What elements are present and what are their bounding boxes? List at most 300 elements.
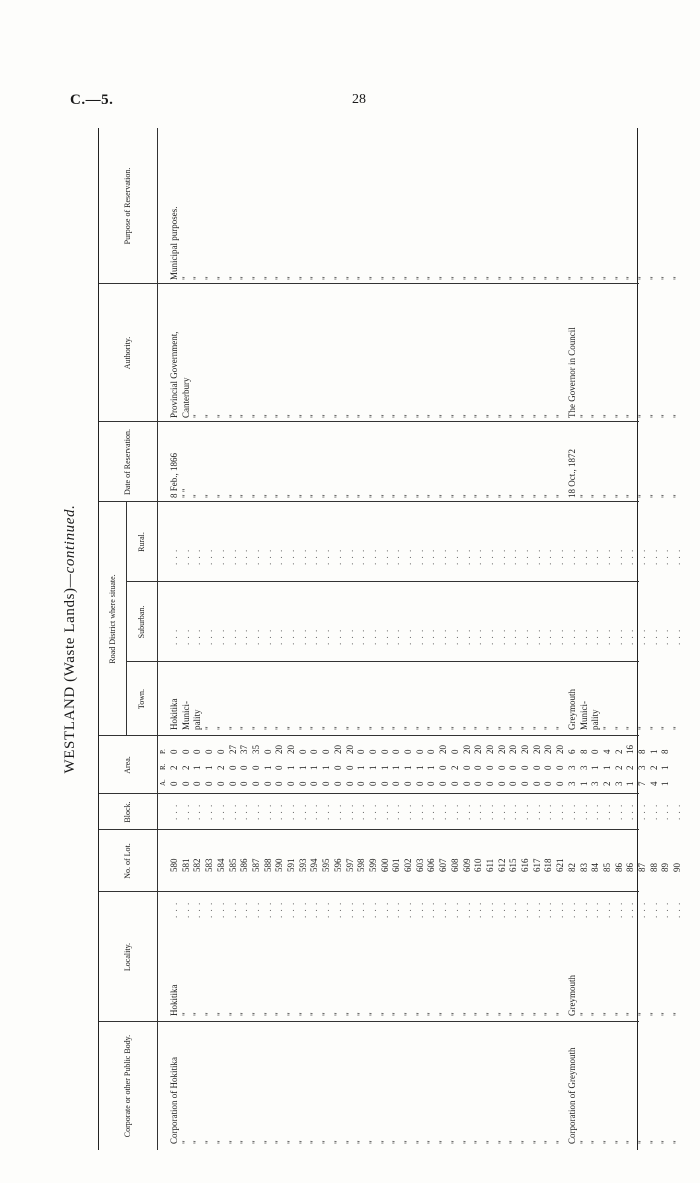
cell-locality: " xyxy=(660,1012,671,1016)
cell-block: . . . xyxy=(672,803,683,820)
cell-area-roods: 1 xyxy=(309,765,320,770)
cell-area-roods: 1 xyxy=(356,765,367,770)
cell-town: " xyxy=(543,726,554,730)
cell-town: " xyxy=(215,726,226,730)
col-header-authority: Authority. xyxy=(123,336,132,370)
table-row xyxy=(497,128,509,1150)
cell-block: . . . xyxy=(204,803,215,820)
table-row xyxy=(438,128,450,1150)
cell-block: . . . xyxy=(473,803,484,820)
cell-locality: " xyxy=(590,1012,601,1016)
cell-area-perches: 8 xyxy=(637,749,647,754)
cell-date: " xyxy=(484,494,495,498)
cell-body: " xyxy=(286,1140,296,1144)
cell-block: . . . xyxy=(332,803,343,820)
cell-area-perches: 0 xyxy=(180,749,191,754)
cell-area-perches: 20 xyxy=(461,745,472,754)
cell-suburban: . . . xyxy=(274,628,285,645)
cell-rural: . . . xyxy=(180,548,191,565)
table-row xyxy=(473,128,485,1150)
cell-block: . . . xyxy=(367,803,378,820)
cell-locality: " xyxy=(180,1012,191,1016)
cell-date: 18 Oct., 1872 xyxy=(566,449,577,498)
cell-rural: . . . xyxy=(403,548,413,565)
cell-area-acres: 0 xyxy=(391,781,402,786)
table-row xyxy=(625,128,637,1150)
cell-area-perches: 8 xyxy=(660,749,671,754)
cell-rural: . . . xyxy=(660,548,671,565)
cell-date: " xyxy=(625,494,636,498)
cell-rural: . . . xyxy=(297,548,308,565)
cell-purpose: " xyxy=(204,276,215,280)
cell-rural: . . . xyxy=(543,548,554,565)
table-title-suffix: —continued. xyxy=(62,504,78,588)
cell-block: . . . xyxy=(484,803,495,820)
cell-town: " xyxy=(309,726,320,730)
col-header-town: Town. xyxy=(137,688,146,710)
cell-body: " xyxy=(438,1140,449,1144)
cell-purpose: " xyxy=(601,276,612,280)
cell-body: " xyxy=(379,1140,390,1144)
cell-rural: . . . xyxy=(262,548,273,565)
cell-date: " xyxy=(356,494,367,498)
cell-suburban: . . . xyxy=(286,628,296,645)
col-header-lot: No. of Lot. xyxy=(123,843,132,879)
cell-rural: . . . xyxy=(204,548,215,565)
cell-town: " xyxy=(520,726,530,730)
cell-block: . . . xyxy=(297,803,308,820)
cell-purpose: " xyxy=(613,276,624,280)
cell-locality: " xyxy=(438,1012,449,1016)
table-row xyxy=(368,128,380,1150)
cell-rural: . . . xyxy=(484,548,495,565)
cell-block: . . . xyxy=(508,803,519,820)
cell-locality: " xyxy=(403,1012,413,1016)
header-bottom-rule xyxy=(157,128,158,1150)
locality-leader-dots: . . . xyxy=(543,901,554,918)
cell-rural: . . . xyxy=(672,548,683,565)
cell-lot: 582 xyxy=(192,858,203,872)
cell-authority: The Governor in Council xyxy=(566,327,577,418)
cell-locality: " xyxy=(239,1012,250,1016)
cell-area-acres: 0 xyxy=(344,781,355,786)
cell-block: . . . xyxy=(566,803,577,820)
cell-lot: 608 xyxy=(449,858,460,872)
cell-area-perches: 20 xyxy=(531,745,542,754)
cell-area-acres: 0 xyxy=(274,781,285,786)
cell-locality: " xyxy=(449,1012,460,1016)
table-row xyxy=(181,128,193,1150)
cell-body: " xyxy=(391,1140,402,1144)
cell-area-acres: 0 xyxy=(438,781,449,786)
cell-suburban: . . . xyxy=(321,628,332,645)
cell-locality: " xyxy=(262,1012,273,1016)
cell-area-roods: 0 xyxy=(555,765,566,770)
cell-area-acres: 0 xyxy=(169,781,179,786)
cell-block: . . . xyxy=(215,803,226,820)
cell-town: " xyxy=(438,726,449,730)
cell-date: " xyxy=(274,494,285,498)
table-row xyxy=(228,128,240,1150)
cell-lot: 603 xyxy=(414,858,425,872)
cell-authority: " xyxy=(321,414,332,418)
cell-purpose: " xyxy=(531,276,542,280)
cell-area-roods: 2 xyxy=(648,765,659,770)
cell-purpose: " xyxy=(192,276,203,280)
cell-rural: . . . xyxy=(332,548,343,565)
cell-area-acres: 0 xyxy=(262,781,273,786)
cell-block: . . . xyxy=(169,803,179,820)
cell-lot: 82 xyxy=(566,863,577,872)
table-row xyxy=(520,128,532,1150)
cell-date: " xyxy=(391,494,402,498)
cell-authority: Canterbury xyxy=(180,377,191,418)
cell-suburban: . . . xyxy=(660,628,671,645)
locality-leader-dots: . . . xyxy=(426,901,437,918)
cell-body: " xyxy=(543,1140,554,1144)
cell-date: " xyxy=(321,494,332,498)
cell-purpose: " xyxy=(590,276,601,280)
cell-purpose: " xyxy=(449,276,460,280)
cell-town: " xyxy=(648,726,659,730)
cell-purpose: " xyxy=(566,276,577,280)
cell-town: " xyxy=(672,726,683,730)
cell-locality: " xyxy=(274,1012,285,1016)
cell-lot: 590 xyxy=(274,858,285,872)
cell-area-perches: 20 xyxy=(543,745,554,754)
cell-area-perches: 20 xyxy=(496,745,507,754)
cell-lot: 599 xyxy=(367,858,378,872)
cell-lot: 598 xyxy=(356,858,367,872)
cell-locality: " xyxy=(625,1012,636,1016)
locality-leader-dots: . . . xyxy=(496,901,507,918)
cell-authority: " xyxy=(461,414,472,418)
cell-area-perches: 0 xyxy=(379,749,390,754)
cell-body: " xyxy=(414,1140,425,1144)
cell-area-perches: 0 xyxy=(169,749,179,754)
locality-leader-dots: . . . xyxy=(239,901,250,918)
table-row xyxy=(579,128,591,1150)
cell-block: . . . xyxy=(192,803,203,820)
table-row xyxy=(567,128,579,1150)
cell-locality: " xyxy=(613,1012,624,1016)
locality-leader-dots: . . . xyxy=(578,901,589,918)
cell-date: " xyxy=(520,494,530,498)
cell-suburban: . . . xyxy=(508,628,519,645)
cell-town: " xyxy=(613,726,624,730)
cell-block: . . . xyxy=(321,803,332,820)
locality-leader-dots: . . . xyxy=(648,901,659,918)
cell-area-acres: 2 xyxy=(601,781,612,786)
cell-purpose: " xyxy=(297,276,308,280)
cell-rural: . . . xyxy=(566,548,577,565)
cell-locality: " xyxy=(309,1012,320,1016)
cell-date: " xyxy=(262,494,273,498)
cell-block: . . . xyxy=(555,803,566,820)
cell-area-acres: 1 xyxy=(578,781,589,786)
cell-suburban: . . . xyxy=(344,628,355,645)
cell-rural: . . . xyxy=(648,548,659,565)
cell-authority: " xyxy=(672,414,683,418)
cell-purpose: " xyxy=(321,276,332,280)
cell-body: " xyxy=(672,1140,683,1144)
cell-suburban: . . . xyxy=(484,628,495,645)
cell-locality: Greymouth xyxy=(566,975,577,1016)
cell-body: " xyxy=(473,1140,484,1144)
cell-lot: 617 xyxy=(531,858,542,872)
cell-rural: . . . xyxy=(344,548,355,565)
cell-rural: . . . xyxy=(449,548,460,565)
col-header-area: Area. xyxy=(123,756,132,774)
locality-leader-dots: . . . xyxy=(660,901,671,918)
cell-rural: . . . xyxy=(520,548,530,565)
table-row xyxy=(216,128,228,1150)
cell-date: " xyxy=(344,494,355,498)
cell-area-roods: 2 xyxy=(449,765,460,770)
cell-town: pality xyxy=(192,709,203,730)
cell-suburban: . . . xyxy=(566,628,577,645)
cell-area-roods: 0 xyxy=(274,765,285,770)
cell-area-roods: 1 xyxy=(590,765,601,770)
cell-lot: 86 xyxy=(625,863,636,872)
cell-area-acres: 0 xyxy=(215,781,226,786)
cell-town: " xyxy=(344,726,355,730)
cell-authority: " xyxy=(403,414,413,418)
table-row xyxy=(672,128,684,1150)
cell-authority: " xyxy=(204,414,215,418)
cell-area-perches: 20 xyxy=(274,745,285,754)
cell-authority: " xyxy=(309,414,320,418)
locality-leader-dots: . . . xyxy=(414,901,425,918)
cell-suburban: . . . xyxy=(309,628,320,645)
cell-area-roods: 1 xyxy=(414,765,425,770)
cell-body: " xyxy=(344,1140,355,1144)
cell-town: " xyxy=(379,726,390,730)
cell-rural: . . . xyxy=(531,548,542,565)
cell-date: " xyxy=(192,494,203,498)
cell-block: . . . xyxy=(449,803,460,820)
cell-lot: 601 xyxy=(391,858,402,872)
cell-lot: 610 xyxy=(473,858,484,872)
cell-area-perches: 0 xyxy=(192,749,203,754)
cell-authority: " xyxy=(625,414,636,418)
col-header-suburban: Suburban. xyxy=(137,605,146,639)
cell-lot: 83 xyxy=(578,863,589,872)
cell-area-perches: 20 xyxy=(520,745,530,754)
locality-leader-dots: . . . xyxy=(613,901,624,918)
cell-block: . . . xyxy=(625,803,636,820)
cell-block: . . . xyxy=(403,803,413,820)
cell-rural: . . . xyxy=(239,548,250,565)
cell-area-perches: 0 xyxy=(367,749,378,754)
table-row xyxy=(251,128,263,1150)
cell-date: " xyxy=(578,494,589,498)
cell-area-roods: 0 xyxy=(461,765,472,770)
cell-suburban: . . . xyxy=(496,628,507,645)
cell-area-roods: 1 xyxy=(379,765,390,770)
cell-lot: 86 xyxy=(613,863,624,872)
cell-town: " xyxy=(414,726,425,730)
cell-locality: " xyxy=(344,1012,355,1016)
cell-locality: " xyxy=(379,1012,390,1016)
cell-suburban: . . . xyxy=(169,628,179,645)
cell-date: 8 Feb., 1866 xyxy=(169,453,179,498)
cell-area-roods: 3 xyxy=(578,765,589,770)
cell-date: " xyxy=(250,494,261,498)
cell-area-roods: 0 xyxy=(531,765,542,770)
cell-purpose: " xyxy=(309,276,320,280)
table-title xyxy=(62,128,92,1150)
cell-suburban: . . . xyxy=(449,628,460,645)
cell-locality: " xyxy=(496,1012,507,1016)
cell-area-perches: 0 xyxy=(590,749,601,754)
cell-authority: " xyxy=(367,414,378,418)
cell-town: " xyxy=(403,726,413,730)
cell-locality: " xyxy=(637,1012,647,1016)
cell-rural: . . . xyxy=(578,548,589,565)
cell-date: " xyxy=(648,494,659,498)
cell-rural: . . . xyxy=(426,548,437,565)
cell-authority: " xyxy=(496,414,507,418)
cell-authority: " xyxy=(414,414,425,418)
cell-authority: " xyxy=(531,414,542,418)
cell-lot: 591 xyxy=(286,858,296,872)
locality-leader-dots: . . . xyxy=(461,901,472,918)
cell-lot: 85 xyxy=(601,863,612,872)
cell-purpose: Municipal purposes. xyxy=(169,206,179,280)
cell-date: " xyxy=(309,494,320,498)
area-unit-roods: R. xyxy=(159,763,167,770)
cell-block: . . . xyxy=(262,803,273,820)
locality-leader-dots: . . . xyxy=(250,901,261,918)
cell-area-acres: 0 xyxy=(543,781,554,786)
cell-purpose: " xyxy=(356,276,367,280)
cell-suburban: . . . xyxy=(637,628,647,645)
cell-purpose: " xyxy=(473,276,484,280)
cell-suburban: . . . xyxy=(543,628,554,645)
cell-town: " xyxy=(508,726,519,730)
cell-locality: " xyxy=(461,1012,472,1016)
cell-town: Munici- xyxy=(180,701,191,730)
cell-locality: " xyxy=(286,1012,296,1016)
cell-rural: . . . xyxy=(250,548,261,565)
cell-body: Corporation of Hokitika xyxy=(169,1057,179,1144)
cell-rural: . . . xyxy=(461,548,472,565)
locality-leader-dots: . . . xyxy=(286,901,296,918)
cell-town: " xyxy=(637,726,647,730)
table-row xyxy=(426,128,438,1150)
cell-authority: " xyxy=(297,414,308,418)
cell-suburban: . . . xyxy=(379,628,390,645)
cell-rural: . . . xyxy=(613,548,624,565)
table-row xyxy=(555,128,567,1150)
document-code: C.—5. xyxy=(70,92,114,108)
cell-authority: " xyxy=(391,414,402,418)
cell-purpose: " xyxy=(215,276,226,280)
cell-suburban: . . . xyxy=(461,628,472,645)
cell-purpose: " xyxy=(344,276,355,280)
cell-lot: 602 xyxy=(403,858,413,872)
cell-authority: " xyxy=(426,414,437,418)
cell-town: " xyxy=(262,726,273,730)
cell-locality: " xyxy=(484,1012,495,1016)
cell-area-perches: 0 xyxy=(356,749,367,754)
cell-suburban: . . . xyxy=(332,628,343,645)
cell-locality: " xyxy=(648,1012,659,1016)
cell-date: " xyxy=(473,494,484,498)
cell-area-roods: 3 xyxy=(566,765,577,770)
cell-authority: " xyxy=(215,414,226,418)
cell-suburban: . . . xyxy=(227,628,238,645)
cell-area-perches: 16 xyxy=(625,745,636,754)
locality-leader-dots: . . . xyxy=(169,901,179,918)
cell-block: . . . xyxy=(660,803,671,820)
cell-body: " xyxy=(613,1140,624,1144)
cell-locality: " xyxy=(578,1012,589,1016)
cell-area-roods: 0 xyxy=(496,765,507,770)
cell-locality: " xyxy=(356,1012,367,1016)
cell-area-roods: 1 xyxy=(321,765,332,770)
locality-leader-dots: . . . xyxy=(403,901,413,918)
cell-area-perches: 20 xyxy=(344,745,355,754)
cell-area-acres: 0 xyxy=(192,781,203,786)
cell-suburban: . . . xyxy=(613,628,624,645)
table-row xyxy=(415,128,427,1150)
cell-body: " xyxy=(239,1140,250,1144)
cell-body: " xyxy=(601,1140,612,1144)
cell-suburban: . . . xyxy=(250,628,261,645)
cell-area-perches: 1 xyxy=(648,749,659,754)
cell-date: " xyxy=(601,494,612,498)
locality-leader-dots: . . . xyxy=(192,901,203,918)
cell-lot: 90 xyxy=(672,863,683,872)
locality-leader-dots: . . . xyxy=(227,901,238,918)
cell-lot: 588 xyxy=(262,858,273,872)
col-header-purpose: Purpose of Reservation. xyxy=(123,167,132,245)
table-row xyxy=(274,128,286,1150)
cell-town: " xyxy=(250,726,261,730)
cell-area-perches: 0 xyxy=(391,749,402,754)
cell-area-perches: 4 xyxy=(601,749,612,754)
table-row xyxy=(345,128,357,1150)
cell-area-acres: 3 xyxy=(613,781,624,786)
cell-area-perches: 35 xyxy=(250,745,261,754)
cell-block: . . . xyxy=(344,803,355,820)
area-unit-perches: P. xyxy=(159,749,167,754)
cell-area-acres: 0 xyxy=(449,781,460,786)
cell-suburban: . . . xyxy=(204,628,215,645)
table-row xyxy=(239,128,251,1150)
locality-leader-dots: . . . xyxy=(297,901,308,918)
col-header-road-district: Road District where situate. xyxy=(107,574,117,664)
cell-authority: " xyxy=(520,414,530,418)
cell-town: " xyxy=(321,726,332,730)
cell-area-roods: 2 xyxy=(625,765,636,770)
locality-leader-dots: . . . xyxy=(367,901,378,918)
cell-locality: " xyxy=(192,1012,203,1016)
cell-purpose: " xyxy=(484,276,495,280)
cell-date: " xyxy=(367,494,378,498)
cell-body: " xyxy=(403,1140,413,1144)
cell-town: Greymouth xyxy=(566,689,577,730)
table-row xyxy=(532,128,544,1150)
cell-authority: " xyxy=(379,414,390,418)
cell-area-perches: 0 xyxy=(262,749,273,754)
cell-locality: " xyxy=(215,1012,226,1016)
cell-area-roods: 1 xyxy=(297,765,308,770)
cell-purpose: " xyxy=(637,276,647,280)
cell-suburban: . . . xyxy=(426,628,437,645)
